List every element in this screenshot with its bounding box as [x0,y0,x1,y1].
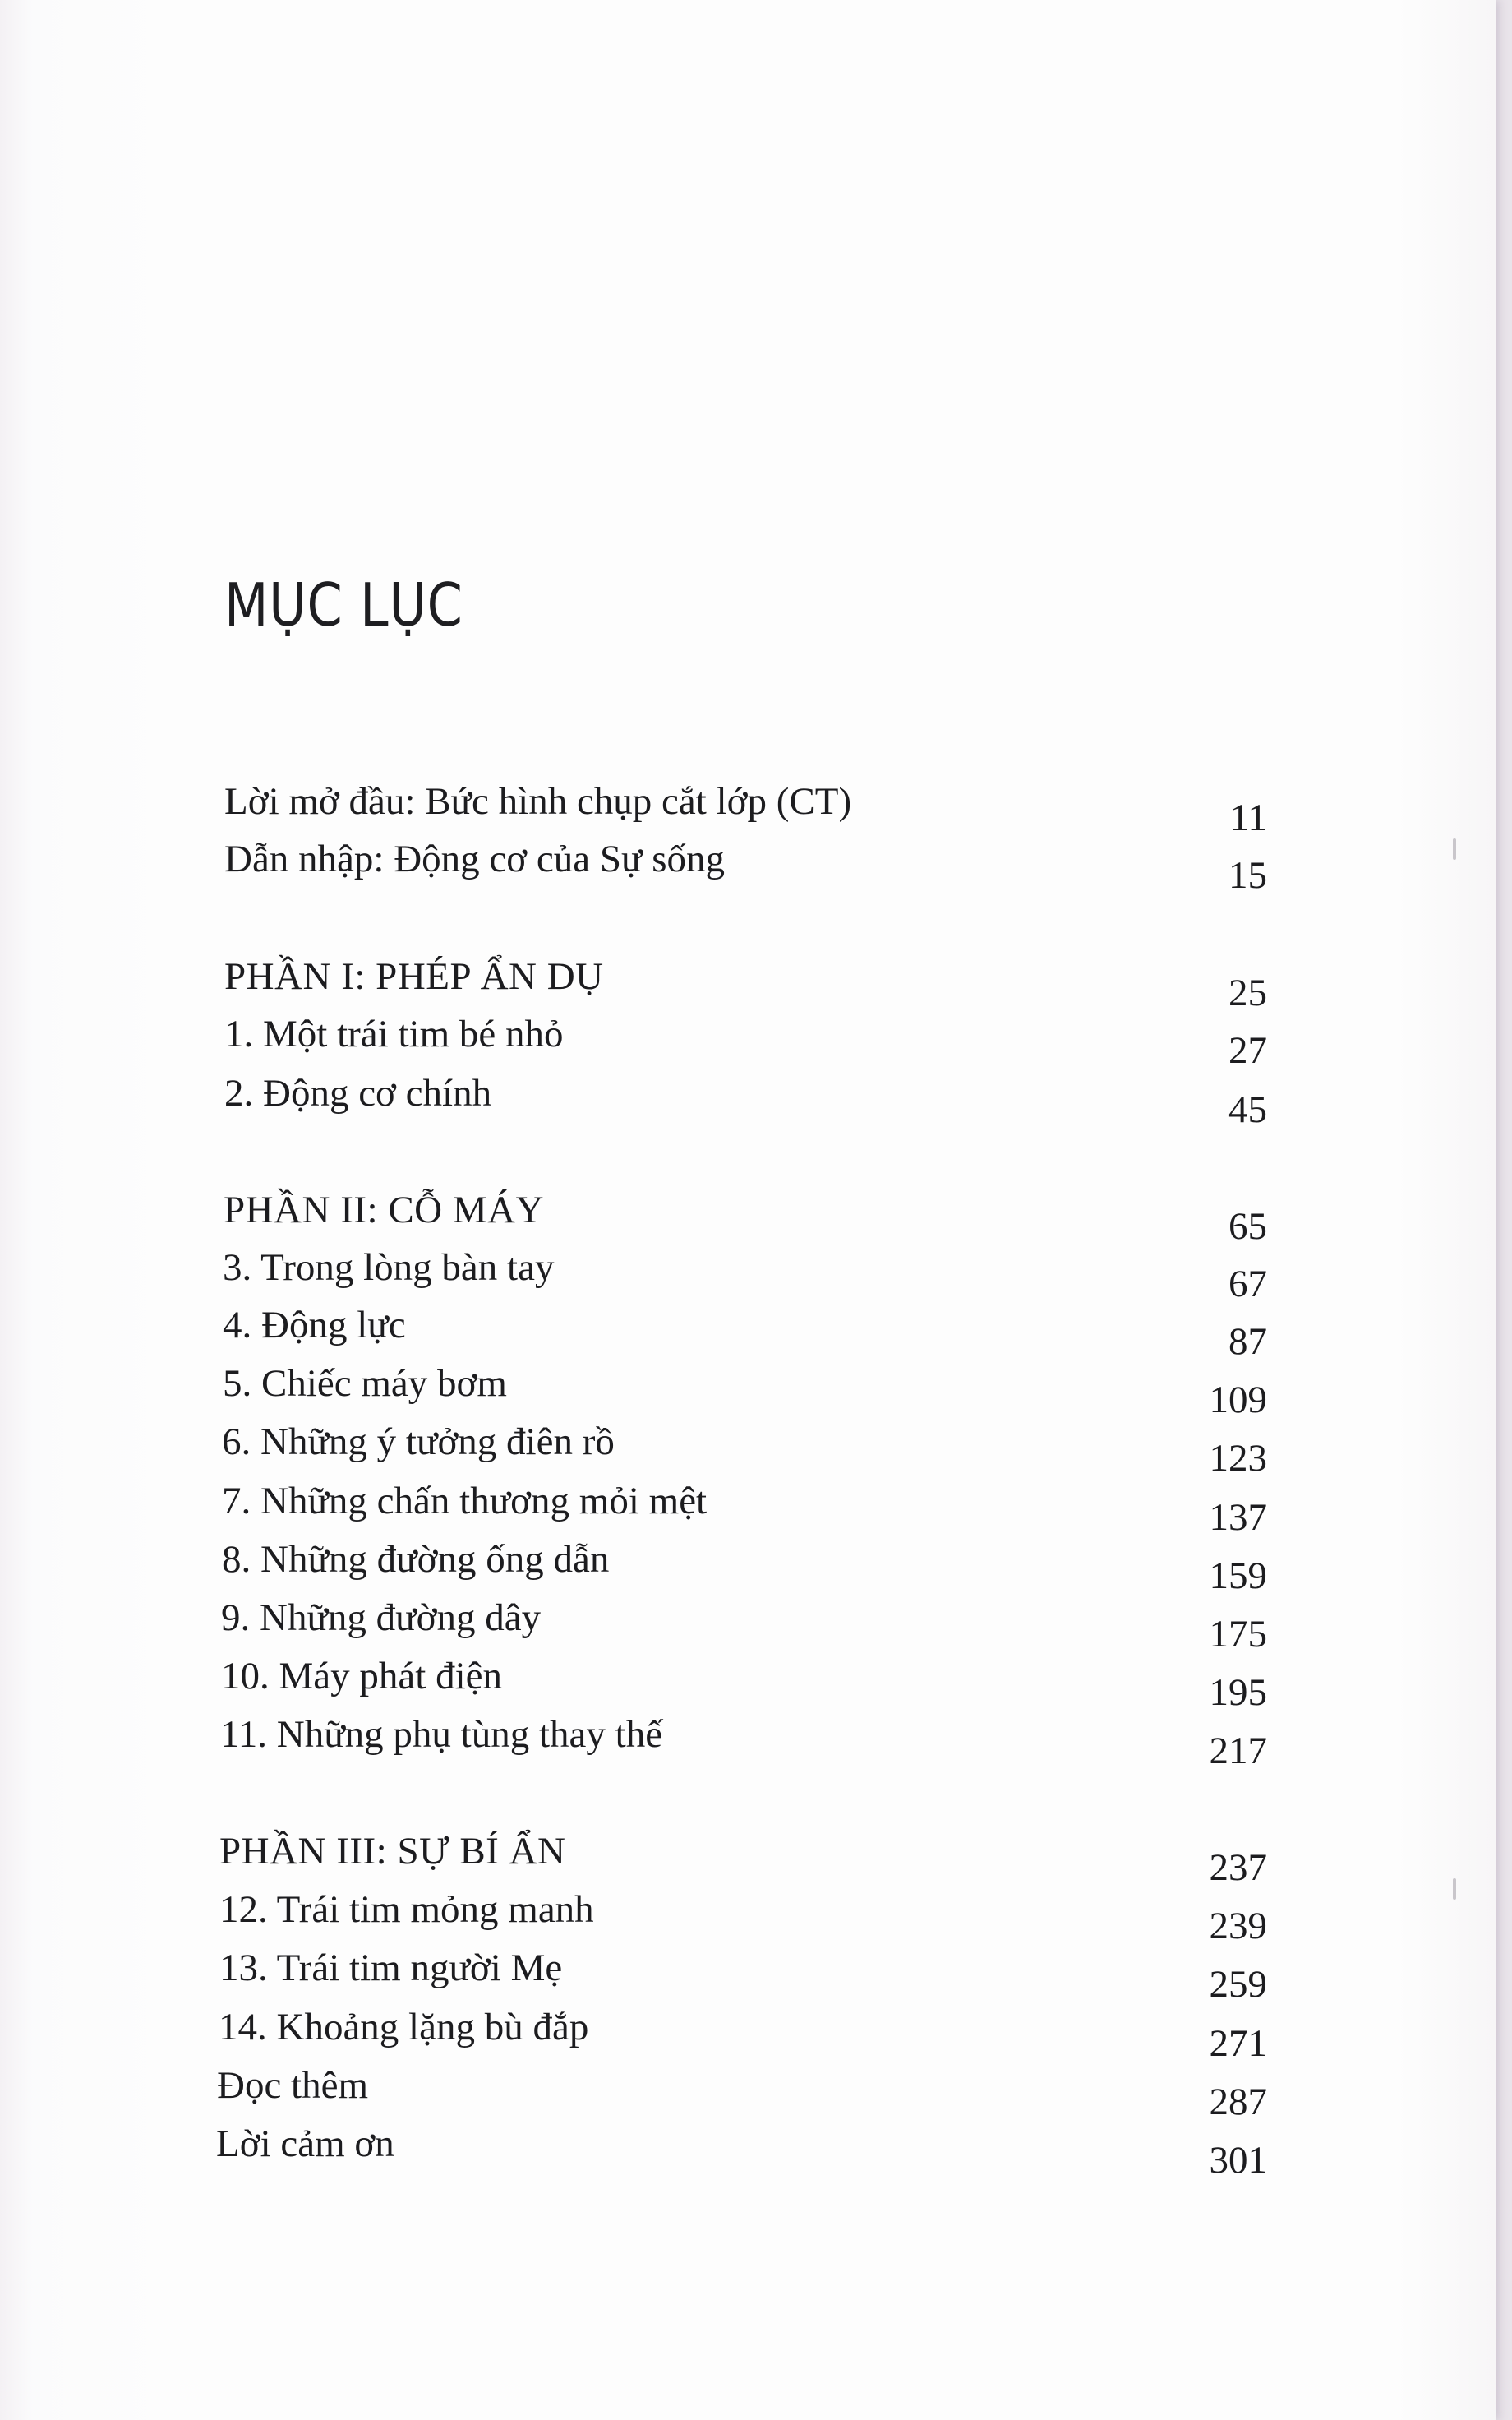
toc-entry-page: 45 [1228,1088,1267,1131]
toc-entry-chapter-10 [0,1651,1496,1717]
toc-entry-page: 195 [1209,1671,1267,1714]
toc-entry-page: 15 [1228,854,1267,897]
toc-entry-chapter-1 [0,1009,1496,1075]
toc-entry-page: 87 [1228,1320,1267,1363]
toc-entry-chapter-3 [0,1243,1496,1309]
toc-entry-label: 1. Một trái tim bé nhỏ [224,1013,564,1055]
toc-entry-label: 12. Trái tim mỏng manh [219,1888,594,1931]
toc-entry-page: 11 [1229,797,1267,839]
toc-entry-chapter-2 [0,1069,1496,1134]
toc-entry-label: 7. Những chấn thương mỏi mệt [222,1480,708,1522]
toc-entry-acknowledgements [0,2119,1496,2185]
toc-entry-label: 10. Máy phát điện [221,1655,502,1697]
toc-entry-label: 6. Những ý tưởng điên rồ [222,1420,615,1463]
toc-entry-page: 123 [1209,1437,1267,1480]
toc-entry-label: 11. Những phụ tùng thay thế [220,1713,663,1756]
toc-entry-page: 271 [1209,2022,1267,2065]
toc-entry-chapter-14 [0,2002,1496,2068]
toc-entry-further-reading [0,2061,1496,2127]
toc-entry-chapter-4 [0,1300,1496,1366]
toc-entry-label: Lời cảm ơn [216,2122,394,2165]
toc-entry-page: 217 [1209,1730,1267,1772]
toc-entry-chapter-6 [0,1417,1496,1483]
toc-part-3 [0,1827,1496,1892]
toc-entry-page: 65 [1228,1205,1267,1248]
toc-entry-label: 5. Chiếc máy bơm [223,1362,507,1405]
toc-entry-chapter-8 [0,1535,1496,1600]
toc-entry-label: 14. Khoảng lặng bù đắp [219,2006,589,2048]
toc-part-label: PHẦN III: SỰ BÍ ẨN [219,1830,566,1873]
toc-entry-page: 25 [1228,972,1267,1014]
toc-entry-page: 175 [1209,1613,1267,1656]
toc-entry-chapter-13 [0,1943,1496,2009]
toc-entry-page: 239 [1209,1905,1267,1947]
toc-entry-page: 237 [1209,1846,1267,1889]
toc-entry-label: Dẫn nhập: Động cơ của Sự sống [224,838,726,880]
page-title: MỤC LỤC [224,570,463,640]
toc-entry-preface [0,777,1496,843]
toc-part-label: PHẦN II: CỖ MÁY [224,1189,545,1231]
toc-entry-chapter-7 [0,1476,1496,1542]
toc-entry-page: 301 [1209,2139,1267,2182]
toc-entry-label: 9. Những đường dây [221,1596,542,1639]
toc-entry-page: 259 [1209,1963,1267,2006]
toc-entry-chapter-11 [0,1710,1496,1776]
toc-entry-chapter-9 [0,1593,1496,1659]
toc-entry-page: 109 [1209,1379,1267,1421]
toc-entry-page: 159 [1209,1554,1267,1597]
toc-entry-label: Lời mở đầu: Bức hình chụp cắt lớp (CT) [224,780,852,823]
toc-entry-chapter-5 [0,1359,1496,1425]
toc-entry-label: 2. Động cơ chính [224,1072,492,1115]
toc-entry-page: 137 [1209,1496,1267,1539]
toc-entry-page: 67 [1228,1263,1267,1305]
toc-entry-label: 13. Trái tim người Mẹ [219,1947,563,1989]
toc-entry-page: 287 [1209,2081,1267,2123]
toc-entry-introduction [0,834,1496,900]
paper-mark [1453,838,1456,860]
toc-entry-label: 8. Những đường ống dẫn [222,1538,610,1581]
toc-entry-page: 27 [1228,1029,1267,1072]
toc-entry-label: Đọc thêm [217,2064,369,2107]
toc-entry-label: 4. Động lực [223,1304,406,1346]
toc-part-2 [0,1185,1496,1251]
toc-entry-chapter-12 [0,1885,1496,1951]
toc-part-1 [0,952,1496,1018]
toc-part-label: PHẦN I: PHÉP ẨN DỤ [224,955,604,998]
paper-mark [1453,1878,1456,1900]
toc-entry-label: 3. Trong lòng bàn tay [223,1246,555,1289]
